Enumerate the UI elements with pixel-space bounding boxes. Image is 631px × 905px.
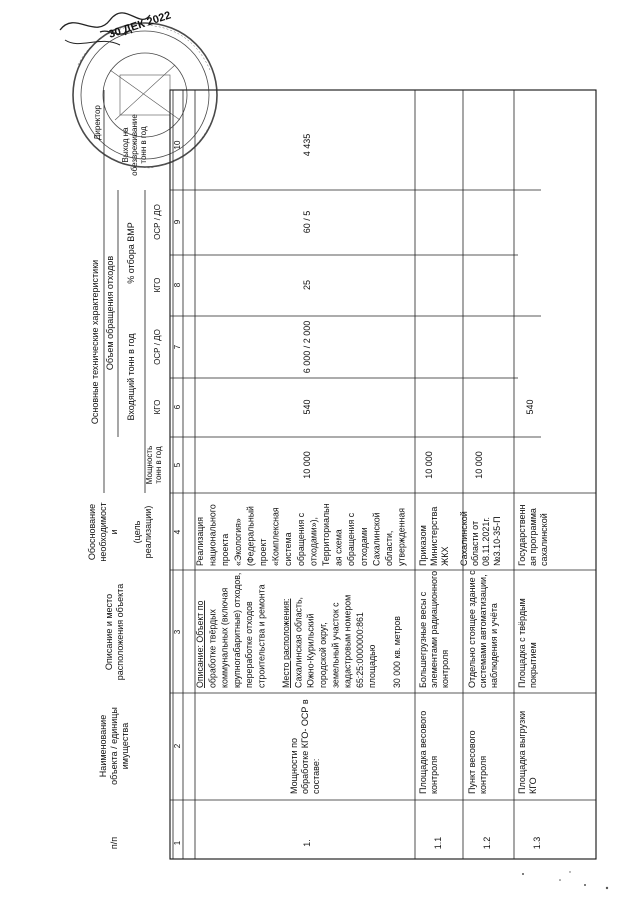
header-group: Основные технические характеристики (90, 259, 100, 425)
row1-in-osr: 6 000 / 2 000 (302, 320, 312, 374)
row1-basis-line: (Федеральный (245, 506, 256, 566)
row1-desc-line: городской округ, (318, 622, 328, 688)
row3-basis-3: 08.11.2021г. (481, 516, 491, 566)
row2-desc-2: элементами радиационного (429, 570, 439, 688)
row1-desc-line: 30 000 кв. метров (391, 616, 402, 688)
row3-basis-1: Сахалинской (459, 511, 469, 566)
row2-basis-3: ЖКХ (440, 546, 450, 566)
header-exit-2: обезвреживание (130, 114, 139, 176)
header-basis-2: необходимост (98, 502, 108, 562)
header-basis-3: и (109, 529, 119, 535)
row4-desc-1: Площадка с твёрдым (517, 598, 527, 688)
row2-capacity: 10 000 (424, 451, 434, 479)
row1-in-kgo: 540 (302, 399, 312, 415)
header-name-1: Наименование (98, 714, 108, 778)
colnum-9: 9 (173, 219, 182, 225)
row1-desc-line: Описание: Объект по (195, 600, 205, 688)
row1-basis-line: проекта (220, 533, 231, 566)
row1-desc-line: крупногабаритные) отходов, (231, 572, 242, 688)
table-border (170, 90, 596, 859)
stamp-date-text: 30 ДЕК 2022 (107, 9, 173, 41)
colnum-1: 1 (173, 840, 182, 846)
header-in-osr: ОСР / ДО (153, 329, 162, 365)
row4-desc-2: покрытием (528, 642, 538, 688)
row3-desc-2: системами автоматизации, (478, 574, 488, 688)
table-row (418, 451, 450, 849)
row4-name-2: КГО (528, 777, 538, 794)
header-capacity-1: Мощность (145, 445, 154, 485)
header-capacity-2: тонн в год (154, 446, 163, 484)
header-vmr-kgo: КГО (153, 277, 162, 293)
row4-basis-1: Государственн (517, 504, 527, 566)
row1-basis-line: ая схема (333, 529, 344, 566)
row3-capacity: 10 000 (474, 451, 484, 479)
table-row (459, 451, 502, 849)
header-basis-1: Обоснование (87, 503, 97, 561)
scan-specks (522, 871, 608, 889)
colnum-7: 7 (173, 344, 182, 350)
colnum-10: 10 (173, 140, 182, 150)
row1-desc-line: Сахалинская область, (293, 597, 304, 688)
row1-desc-line: 65:25:0000000:861 (354, 612, 365, 688)
row1-exit: 4 435 (302, 133, 312, 157)
row1-desc-line: обработке твёрдых (207, 609, 218, 688)
row3-basis-4: №3.10-35-П (492, 516, 502, 566)
row1-vmr-osr: 60 / 5 (302, 210, 312, 234)
header-volume-group: Объем обращения отходов (105, 255, 115, 371)
row1-basis-line: Реализация (195, 517, 205, 566)
row3-desc-1: Отдельно стоящее здание с (467, 570, 477, 688)
row1-desc-line: коммунальных (включая (219, 587, 230, 688)
table-header (87, 90, 163, 849)
header-desc-1: Описание и место (104, 593, 114, 671)
table-row (517, 399, 549, 849)
header-vmr-osr: ОСР / ДО (153, 204, 162, 240)
row1-basis-line: Территориальн (321, 503, 331, 566)
row1-desc-line: земельный участок с (330, 602, 341, 688)
colnum-4: 4 (173, 529, 182, 535)
row3-name-2: контроля (478, 755, 488, 794)
stamp-director-label (93, 105, 102, 140)
row3-basis-2: области от (470, 520, 480, 566)
header-basis-5: реализации) (143, 505, 153, 559)
row2-name-2: контроля (429, 755, 439, 794)
row1-name-2: обработке КГО- ОСР в (300, 699, 310, 794)
row1-basis-line: отходами (358, 527, 369, 566)
header-pp: п/п (109, 836, 119, 850)
header-exit-1: Выход на (121, 127, 130, 163)
row1-capacity: 10 000 (302, 451, 312, 479)
row1-desc-line: Южно-Курильский (305, 613, 316, 688)
row1-num: 1. (302, 839, 312, 847)
row2-desc-3: контроля (440, 649, 450, 688)
colnum-5: 5 (173, 462, 182, 468)
row1-desc-line: площадью (367, 644, 378, 688)
row1-basis-line: области, (384, 530, 394, 566)
header-basis-4: (цель (132, 520, 142, 544)
header-name-2: объекта / единицы (109, 707, 119, 785)
row1-name-1: Мощности по (289, 737, 299, 794)
row1-basis-line: «Комплексная (270, 507, 281, 566)
row1-basis-line: проект (258, 538, 268, 566)
table-row (195, 134, 407, 847)
row4-basis-3: сахалинской (539, 513, 549, 566)
row1-basis-line: национального (207, 504, 218, 566)
row1-basis-line: Сахалинской (371, 512, 382, 566)
header-desc-2: расположения объекта (115, 583, 125, 681)
row1-basis-line: утвержденная (396, 507, 407, 566)
row1-basis-line: система (283, 532, 294, 566)
row1-desc-line: кадастровым номером (342, 594, 353, 688)
row3-name-1: Пункт весового (467, 730, 477, 794)
row1-description (195, 573, 402, 688)
stamp-director: Директор (93, 105, 102, 140)
colnum-6: 6 (173, 404, 182, 410)
header-exit-3: тонн в год (139, 126, 148, 164)
header-incoming: Входящий тонн в год (126, 333, 136, 421)
row1-basis (195, 503, 407, 566)
row1-basis-line: «Экология» (232, 518, 243, 566)
row4-in-kgo: 540 (525, 399, 535, 415)
row2-num: 1.1 (433, 836, 443, 850)
row1-basis-line: отходами»), (308, 517, 319, 566)
row1-name-3: составе: (311, 758, 321, 794)
header-vmr: % отбора ВМР (126, 222, 136, 284)
row2-basis-1: Приказом (418, 525, 428, 566)
row3-desc-3: наблюдения и учёта (489, 603, 499, 688)
row2-desc-1: Большегрузные весы с (418, 591, 428, 688)
row1-desc-line: переработке отходов (244, 601, 255, 688)
row3-num: 1.2 (482, 836, 492, 850)
row4-num: 1.3 (532, 836, 542, 850)
row1-basis-line: обращения с (346, 512, 357, 566)
row4-basis-2: ая программа (528, 508, 538, 566)
row1-vmr-kgo: 25 (302, 279, 312, 291)
row2-basis-2: Министерства (429, 506, 439, 566)
row1-desc-line: строительства и ремонта (256, 584, 267, 688)
row1-basis-line: обращения с (295, 512, 306, 566)
colnum-3: 3 (173, 629, 182, 635)
row1-desc-line: Место расположения: (281, 598, 292, 688)
row4-name-1: Площадка выгрузки (517, 710, 527, 794)
colnum-2: 2 (173, 743, 182, 749)
row2-name-1: Площадка весового (418, 710, 428, 794)
header-in-kgo: КГО (153, 399, 162, 415)
colnum-8: 8 (173, 282, 182, 288)
header-name-3: имущества (120, 722, 130, 770)
